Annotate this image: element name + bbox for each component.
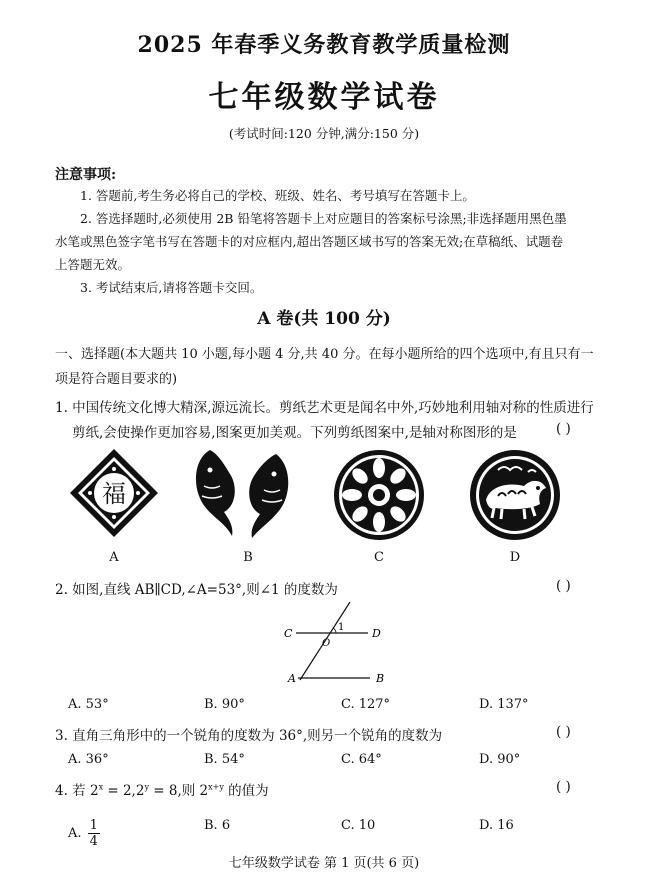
note-item: 2. 答选择题时,必须使用 2B 铅笔将答题卡上对应题目的答案标号涂黑;非选择题用黑色墨 <box>80 211 567 226</box>
label-c: C <box>284 627 293 640</box>
question-1-text-cont: 剪纸,会使操作更加容易,图案更加美观。下列剪纸图案中,是轴对称图形的是 <box>72 425 517 441</box>
option-d: D. 16 <box>479 818 514 833</box>
question-3-text: 3. 直角三角形中的一个锐角的度数为 36°,则另一个锐角的度数为 <box>55 728 443 744</box>
answer-paren: ( ) <box>556 421 571 437</box>
notes-heading: 注意事项: <box>55 167 117 183</box>
exam-info: (考试时间:120 分钟,满分:150 分) <box>228 126 420 141</box>
option-image-label: D <box>509 550 521 565</box>
note-item: 1. 答题前,考生务必将自己的学校、班级、姓名、考号填写在答题卡上。 <box>80 188 475 203</box>
answer-paren: ( ) <box>556 779 571 795</box>
option-c: C. 127° <box>341 697 391 712</box>
option-b: B. 6 <box>204 818 231 833</box>
geometry-figure <box>280 598 400 690</box>
option-c: C. 64° <box>341 752 382 767</box>
section-intro-cont: 项是符合题目要求的) <box>55 372 178 387</box>
option-a: A. 36° <box>68 752 109 767</box>
section-intro: 一、选择题(本大题共 10 小题,每小题 4 分,共 40 分。在每小题所给的四个选项中,有且只有一 <box>55 347 594 362</box>
option-image-label: B <box>243 550 253 565</box>
note-item: 水笔或黑色签字笔书写在答题卡的对应框内,超出答题区域书写的答案无效;在草稿纸、试题卷 <box>55 234 564 249</box>
paper-cut-d-icon <box>468 448 562 542</box>
option-image-label: C <box>374 550 384 565</box>
paper-cut-c-icon <box>332 448 426 542</box>
option-a: A. $\frac{1}{4}$ <box>68 818 98 849</box>
question-2-text: 2. 如图,直线 AB∥CD,∠A=53°,则∠1 的度数为 <box>55 582 338 598</box>
exam-subject-title: 七年级数学试卷 <box>208 80 440 115</box>
option-image-label: A <box>109 550 119 565</box>
answer-paren: ( ) <box>556 578 571 594</box>
label-d: D <box>372 627 381 640</box>
fraction: $\frac{1}{4}$ <box>89 818 98 849</box>
label-a: A <box>288 672 296 685</box>
svg-text:福: 福 <box>102 480 126 508</box>
option-b: B. 90° <box>204 697 245 712</box>
option-d: D. 137° <box>479 697 529 712</box>
option-c: C. 10 <box>341 818 376 833</box>
option-b: B. 54° <box>204 752 245 767</box>
note-item: 上答题无效。 <box>55 257 131 272</box>
paper-cut-a-icon <box>68 447 160 539</box>
page-footer: 七年级数学试卷 第 1 页(共 6 页) <box>228 856 420 871</box>
note-item: 3. 考试结束后,请将答题卡交回。 <box>80 280 263 295</box>
option-d: D. 90° <box>479 752 521 767</box>
paper-cut-b-icon <box>188 446 298 542</box>
label-b: B <box>376 672 385 685</box>
option-a: A. 53° <box>68 697 109 712</box>
question-1-text: 1. 中国传统文化博大精深,源远流长。剪纸艺术更是闻名中外,巧妙地利用轴对称的性质进行 <box>55 400 594 416</box>
exam-title: 2025 年春季义务教育教学质量检测 <box>137 32 511 58</box>
answer-paren: ( ) <box>556 724 571 740</box>
label-angle-1: 1 <box>338 622 345 633</box>
question-4-text: 4. 若 $2^x = 2,2^y = 8$,则 $2^{x+y}$ 的值为 <box>55 782 269 799</box>
label-o: O <box>322 638 331 649</box>
section-title: A 卷(共 100 分) <box>257 309 391 329</box>
